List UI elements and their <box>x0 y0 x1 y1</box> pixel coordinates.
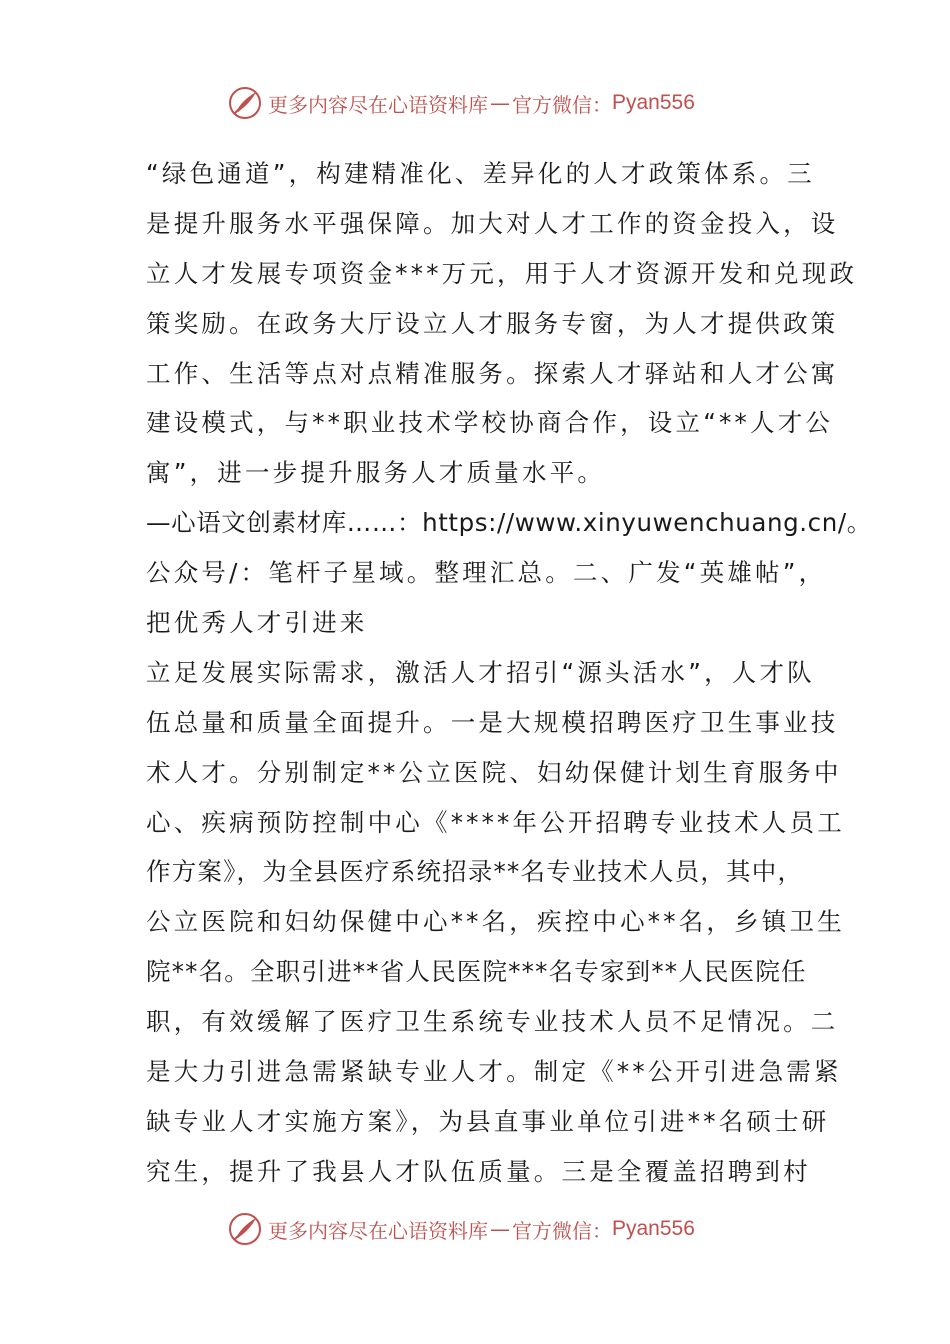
header-banner <box>228 85 728 121</box>
body-line: 作方案》，为全县医疗系统招录**名专业技术人员，其中， <box>146 857 804 887</box>
body-line: 策奖励。在政务大厅设立人才服务专窗，为人才提供政策 <box>146 308 839 338</box>
wechat-id: Pyan556 <box>612 91 695 114</box>
body-line: 职，有效缓解了医疗卫生系统专业技术人员不足情况。二 <box>146 1007 839 1037</box>
wechat-id: Pyan556 <box>612 1217 695 1240</box>
body-line: 寓”，进一步提升服务人才质量水平。 <box>146 458 606 488</box>
brand-name: 更多内容尽在心语资料库 <box>268 1218 488 1243</box>
source-link-line: —心语文创素材库……：https://www.xinyuwenchuang.cn/。 <box>146 508 872 538</box>
footer-banner <box>228 1211 728 1247</box>
body-line: 伍总量和质量全面提升。一是大规模招聘医疗卫生事业技 <box>146 707 839 737</box>
body-line: 公立医院和妇幼保健中心**名，疾控中心**名，乡镇卫生 <box>146 907 845 937</box>
body-line: 心、疾病预防控制中心《****年公开招聘专业技术人员工 <box>146 807 845 837</box>
body-line: 究生，提升了我县人才队伍质量。三是全覆盖招聘到村 <box>146 1156 811 1186</box>
body-line: 立人才发展专项资金***万元，用于人才资源开发和兑现政 <box>146 258 858 288</box>
body-line: 院**名。全职引进**省人民医院***名专家到**人民医院任 <box>146 957 807 987</box>
body-line: 术人才。分别制定**公立医院、妇幼保健计划生育服务中 <box>146 757 842 787</box>
section-heading-line: 公众号/：笔杆子星域。整理汇总。二、广发“英雄帖”， <box>146 558 827 588</box>
body-line: 是提升服务水平强保障。加大对人才工作的资金投入，设 <box>146 208 839 238</box>
wechat-label: 官方微信： <box>512 92 612 117</box>
brand-separator: — <box>490 1217 510 1241</box>
wechat-label: 官方微信： <box>512 1218 612 1243</box>
document-body <box>146 149 872 1197</box>
body-line: 立足发展实际需求，激活人才招引“源头活水”，人才队 <box>146 657 815 687</box>
body-line: 是大力引进急需紧缺专业人才。制定《**公开引进急需紧 <box>146 1057 842 1087</box>
body-line: “绿色通道”，构建精准化、差异化的人才政策体系。三 <box>146 159 815 188</box>
body-line: 建设模式，与**职业技术学校协商合作，设立“**人才公 <box>146 408 834 438</box>
section-heading-line: 把优秀人才引进来 <box>146 608 368 638</box>
brand-separator: — <box>490 91 510 115</box>
body-line: 工作、生活等点对点精准服务。探索人才驿站和人才公寓 <box>146 358 839 388</box>
quill-logo-icon <box>228 1212 262 1246</box>
quill-logo-icon <box>228 86 262 120</box>
body-line: 缺专业人才实施方案》，为县直事业单位引进**名硕士研 <box>146 1106 830 1136</box>
brand-name: 更多内容尽在心语资料库 <box>268 92 488 117</box>
